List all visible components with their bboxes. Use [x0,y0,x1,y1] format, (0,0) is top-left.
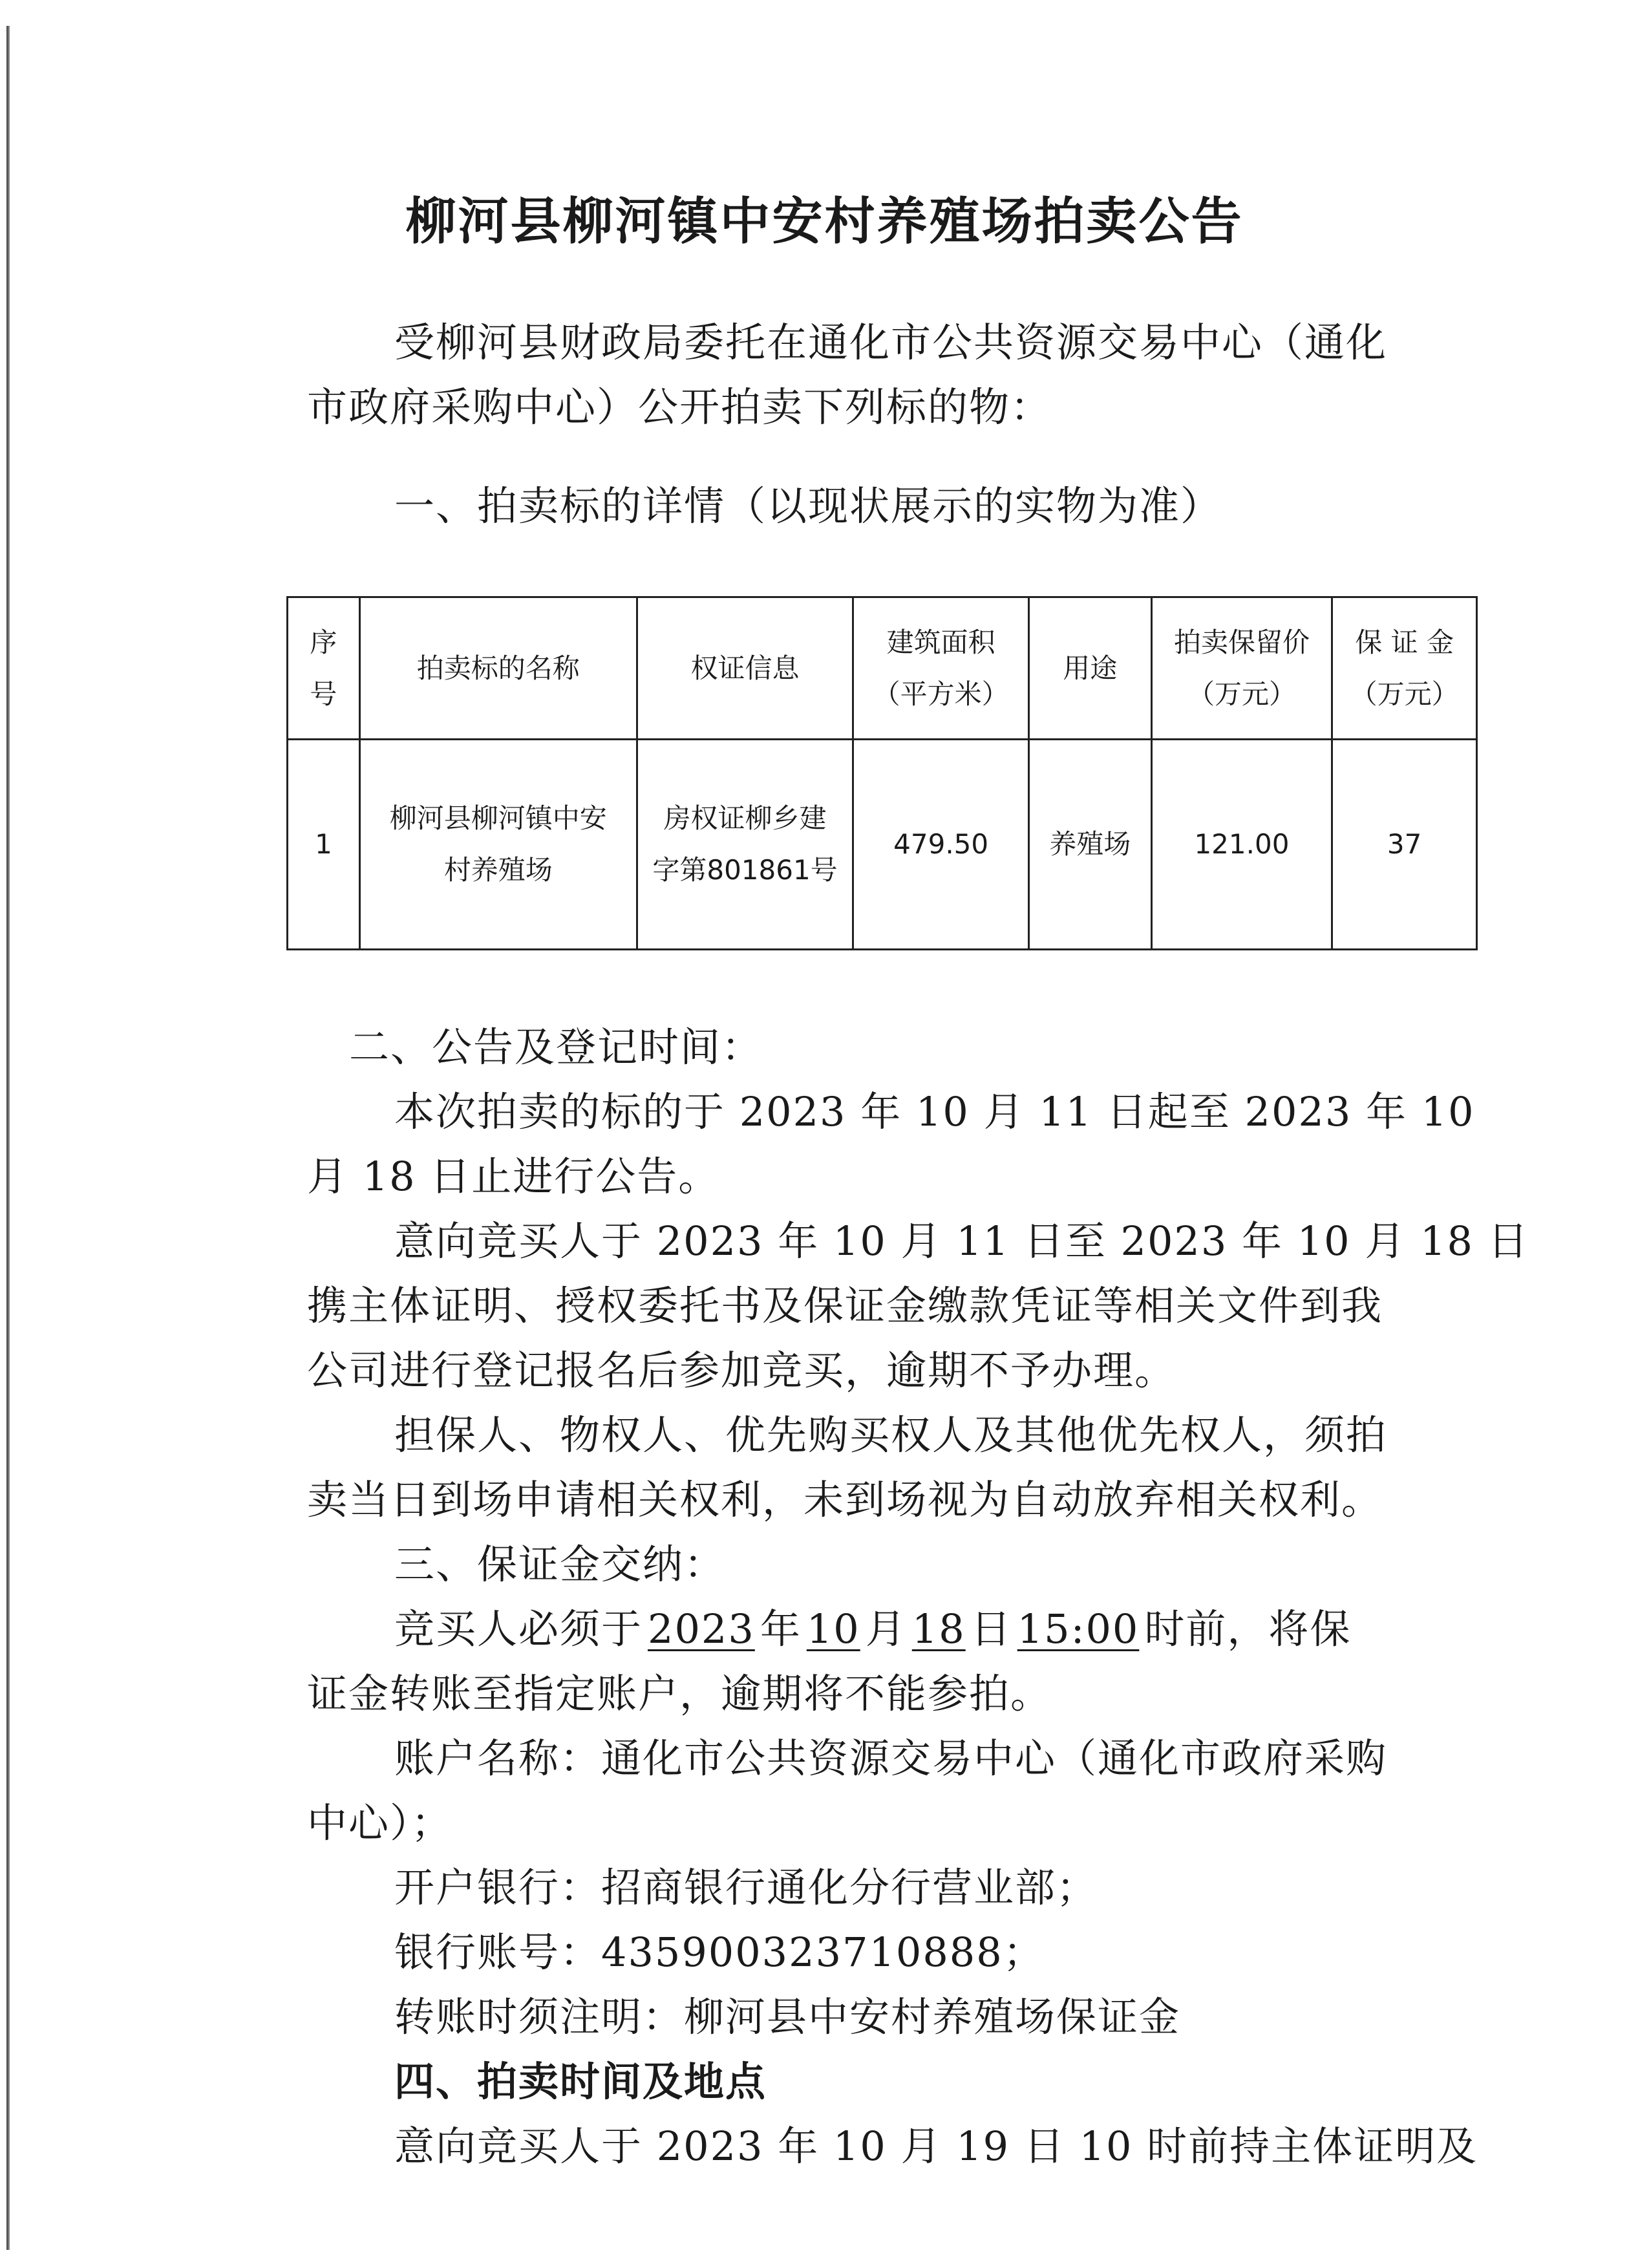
intro-line-2: 市政府采购中心）公开拍卖下列标的物： [307,383,1052,431]
account-name-line-1: 账户名称：通化市公共资源交易中心（通化市政府采购 [394,1735,1388,1782]
deposit-deadline-line-2: 证金转账至指定账户，逾期将不能参拍。 [307,1670,1052,1717]
table-header-row [288,597,1477,740]
cell-area: 479.50 [853,740,1029,950]
header-deposit: 保 证 金 （万元） [1332,597,1477,740]
header-area: 建筑面积 （平方米） [853,597,1029,740]
bank-account-number: 银行账号：435900323710888； [394,1929,1045,1976]
cell-index: 1 [288,740,360,950]
header-certificate: 权证信息 [637,597,853,740]
cell-deposit: 37 [1332,740,1477,950]
auction-lot-table [286,596,1478,950]
section-2-p1-line-1: 本次拍卖的标的于 2023 年 10 月 11 日起至 2023 年 10 [394,1088,1475,1135]
section-4-p1-line-1: 意向竞买人于 2023 年 10 月 19 日 10 时前持主体证明及 [394,2123,1478,2170]
scan-edge-shadow [6,26,10,2250]
cell-usage: 养殖场 [1028,740,1151,950]
table-row [288,740,1477,950]
section-4-heading: 四、拍卖时间及地点 [394,2058,767,2105]
header-usage: 用途 [1028,597,1151,740]
account-name-line-2: 中心）； [307,1799,453,1846]
deadline-day: 18 [911,1605,966,1653]
section-1-heading: 一、拍卖标的详情（以现状展示的实物为准） [394,482,1222,530]
deadline-year: 2023 [648,1605,755,1653]
section-2-p2-line-2: 携主体证明、授权委托书及保证金缴款凭证等相关文件到我 [307,1282,1383,1329]
bank-name: 开户银行：招商银行通化分行营业部； [394,1864,1098,1911]
header-reserve-price: 拍卖保留价 （万元） [1151,597,1332,740]
intro-line-1: 受柳河县财政局委托在通化市公共资源交易中心（通化 [394,319,1388,366]
section-2-p3-line-1: 担保人、物权人、优先购买权人及其他优先权人，须拍 [394,1411,1388,1459]
deposit-deadline-line-1: 竞买人必须于 2023 年 10 月 18 日 15:00 时前，将保 [394,1605,1352,1653]
section-2-p2-line-3: 公司进行登记报名后参加竞买，逾期不予办理。 [307,1347,1176,1394]
header-lot-name: 拍卖标的名称 [359,597,637,740]
cell-certificate: 房权证柳乡建 字第801861号 [637,740,853,950]
section-2-p3-line-2: 卖当日到场申请相关权利，未到场视为自动放弃相关权利。 [307,1476,1383,1523]
section-2-heading: 二、公告及登记时间： [349,1023,763,1071]
section-3-heading: 三、保证金交纳： [394,1541,726,1588]
deadline-time: 15:00 [1017,1605,1140,1653]
section-2-p1-line-2: 月 18 日止进行公告。 [307,1153,720,1200]
cell-lot-name: 柳河县柳河镇中安 村养殖场 [359,740,637,950]
deadline-month: 10 [806,1605,860,1653]
header-index: 序 号 [288,597,360,740]
cell-reserve-price: 121.00 [1151,740,1332,950]
transfer-note: 转账时须注明：柳河县中安村养殖场保证金 [394,1993,1181,2040]
page-title: 柳河县柳河镇中安村养殖场拍卖公告 [405,193,1244,251]
section-2-p2-line-1: 意向竞买人于 2023 年 10 月 11 日至 2023 年 10 月 18 日 [394,1217,1529,1265]
